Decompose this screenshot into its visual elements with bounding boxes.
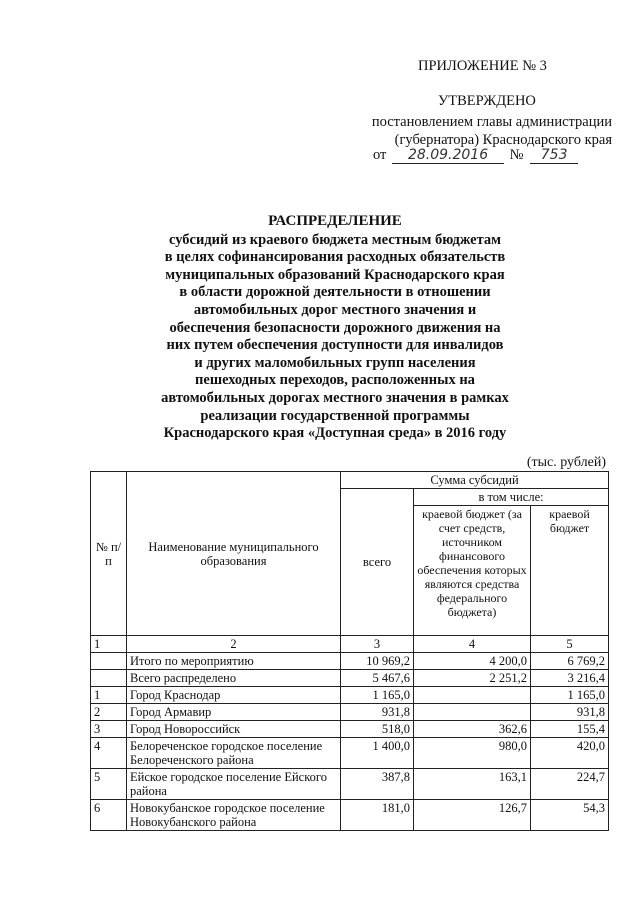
cell-name: Город Новороссийск [127, 721, 341, 738]
units-label: (тыс. рублей) [526, 455, 606, 470]
header-total: всего [341, 489, 414, 636]
title-heading: РАСПРЕДЕЛЕНИЕ [268, 213, 402, 229]
cell-num: 3 [91, 721, 127, 738]
cell-total: 931,8 [341, 704, 414, 721]
column-number: 5 [531, 636, 609, 653]
cell-reg: 155,4 [531, 721, 609, 738]
title-line: Краснодарского края «Доступная среда» в 2016 году [163, 425, 507, 442]
cell-fed: 4 200,0 [414, 653, 531, 670]
approved-label: УТВЕРЖДЕНО [438, 93, 536, 109]
column-number: 2 [127, 636, 341, 653]
cell-fed [414, 687, 531, 704]
cell-reg: 420,0 [531, 738, 609, 769]
title-line: обеспечения безопасности дорожного движения на [169, 319, 501, 336]
handwritten-date: 28.09.2016 [392, 148, 504, 164]
title-line: автомобильных дорог местного значения и [193, 301, 477, 318]
appendix-label: ПРИЛОЖЕНИЕ № 3 [418, 58, 547, 74]
cell-num: 4 [91, 738, 127, 769]
title-lines [150, 232, 520, 443]
table-row [91, 653, 609, 670]
decree-date-row [373, 147, 578, 164]
cell-reg: 224,7 [531, 769, 609, 800]
title-line: субсидий из краевого бюджета местным бюджетам [168, 231, 502, 248]
cell-total: 10 969,2 [341, 653, 414, 670]
title-line: пешеходных переходов, расположенных на [195, 372, 475, 389]
cell-reg: 54,3 [531, 800, 609, 831]
decree-line: (губернатора) Краснодарского края [394, 132, 612, 148]
cell-num: 2 [91, 704, 127, 721]
table-row [91, 704, 609, 721]
table-row [91, 769, 609, 800]
document-title [150, 213, 520, 443]
cell-num: 1 [91, 687, 127, 704]
cell-name: Новокубанское городское поселение Новокубанского района [127, 800, 341, 831]
title-line: и других маломобильных групп населения [194, 354, 476, 371]
handwritten-number: 753 [530, 148, 578, 164]
header-sum: Сумма субсидий [341, 472, 609, 489]
cell-fed: 362,6 [414, 721, 531, 738]
cell-fed: 2 251,2 [414, 670, 531, 687]
table-row [91, 738, 609, 769]
table-row [91, 800, 609, 831]
cell-name: Всего распределено [127, 670, 341, 687]
cell-name: Белореченское городское поселение Белореченского района [127, 738, 341, 769]
cell-fed: 980,0 [414, 738, 531, 769]
cell-num [91, 653, 127, 670]
header-incl: в том числе: [414, 489, 609, 506]
cell-fed: 126,7 [414, 800, 531, 831]
cell-total: 1 165,0 [341, 687, 414, 704]
cell-fed: 163,1 [414, 769, 531, 800]
cell-name: Город Армавир [127, 704, 341, 721]
column-number: 1 [91, 636, 127, 653]
column-number: 3 [341, 636, 414, 653]
decree-text [312, 113, 612, 149]
title-line: в целях софинансирования расходных обязательств [164, 249, 506, 266]
cell-name: Ейское городское поселение Ейского района [127, 769, 341, 800]
cell-total: 518,0 [341, 721, 414, 738]
table-row [91, 670, 609, 687]
cell-num [91, 670, 127, 687]
cell-total: 387,8 [341, 769, 414, 800]
title-line: реализации государственной программы [200, 407, 470, 424]
title-line: в области дорожной деятельности в отношении [179, 284, 491, 301]
cell-name: Город Краснодар [127, 687, 341, 704]
cell-num: 6 [91, 800, 127, 831]
cell-num: 5 [91, 769, 127, 800]
table-row [91, 721, 609, 738]
title-line: них путем обеспечения доступности для инвалидов [166, 337, 504, 354]
cell-reg: 6 769,2 [531, 653, 609, 670]
from-label: от [373, 147, 387, 163]
cell-reg: 1 165,0 [531, 687, 609, 704]
column-number: 4 [414, 636, 531, 653]
cell-fed [414, 704, 531, 721]
cell-total: 1 400,0 [341, 738, 414, 769]
cell-reg: 3 216,4 [531, 670, 609, 687]
header-fed: краевой бюджет (за счет средств, источником финансового обеспечения которых являются средства федерального бюджета) [414, 506, 531, 636]
header-reg: краевой бюджет [531, 506, 609, 636]
header-name: Наименование муниципального образования [127, 472, 341, 636]
cell-total: 181,0 [341, 800, 414, 831]
header-num: № п/п [91, 472, 127, 636]
subsidy-table [90, 471, 609, 831]
number-label: № [509, 147, 524, 163]
column-numbers-row [91, 636, 609, 653]
title-line: муниципальных образований Краснодарского края [165, 266, 505, 283]
decree-line: постановлением главы администрации [371, 114, 612, 130]
cell-total: 5 467,6 [341, 670, 414, 687]
title-line: автомобильных дорогах местного значения в рамках [161, 389, 509, 406]
table-row [91, 687, 609, 704]
cell-reg: 931,8 [531, 704, 609, 721]
cell-name: Итого по мероприятию [127, 653, 341, 670]
